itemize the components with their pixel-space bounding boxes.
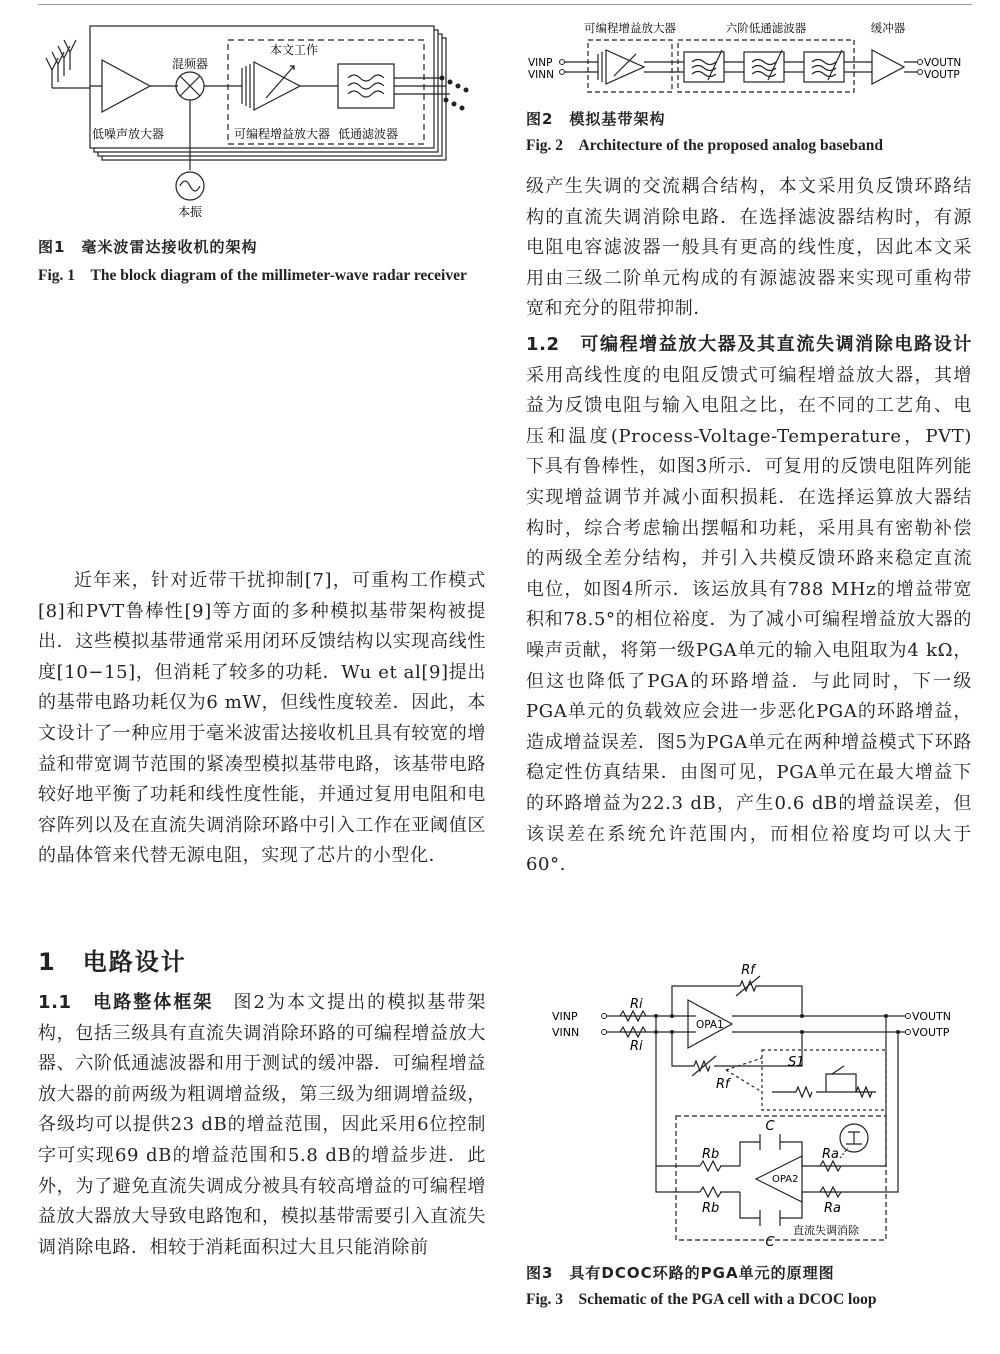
section-1-2-heading: 1.2 可编程增益放大器及其直流失调消除电路设计 bbox=[526, 334, 972, 355]
fig3-caption-en: Fig. 3 Schematic of the PGA cell with a DCOC loop bbox=[526, 1291, 877, 1308]
s1-switch-icon bbox=[832, 1066, 844, 1074]
section-1-1-paragraph bbox=[38, 988, 486, 1263]
fig1-pga-label: 可编程增益放大器 bbox=[233, 127, 331, 141]
fig3-rf-top-label: Rf bbox=[741, 963, 755, 978]
fig3-ri-bottom-label: Ri bbox=[630, 1039, 643, 1054]
fig1-this-work-label: 本文工作 bbox=[269, 43, 319, 57]
right-paragraph-1: 级产生失调的交流耦合结构，本文采用负反馈环路结构的直流失调消除电路．在选择滤波器结构时，有源电阻电容滤波器一般具有更高的线性度，因此本文采用由三级二阶单元构成的有源滤波器来实现可重构带宽和充分的阻带抑制． bbox=[526, 176, 972, 320]
fig1-caption-cn: 图1 毫米波雷达接收机的架构 bbox=[38, 238, 258, 256]
fig3-dcoc-label: 直流失调消除 bbox=[793, 1224, 859, 1237]
fig3-opa2-label: OPA2 bbox=[772, 1174, 799, 1185]
figure-3 bbox=[526, 962, 972, 1252]
fig3-rf-bottom-label: Rf bbox=[716, 1077, 730, 1092]
section-1-2-paragraph bbox=[526, 330, 972, 881]
figure-1 bbox=[38, 8, 486, 226]
fig3-rb-top-label: Rb bbox=[702, 1147, 720, 1162]
fig3-ra-top-label: Ra bbox=[822, 1147, 839, 1162]
fig2-vinp-label: VINP bbox=[528, 57, 553, 69]
fig2-lpf1-icon bbox=[684, 52, 724, 82]
fig2-voutp-label: VOUTP bbox=[924, 69, 960, 81]
fig2-lpf3-icon bbox=[804, 52, 844, 82]
fig3-vinn-label: VINN bbox=[552, 1026, 580, 1039]
c-bottom-capacitor-icon bbox=[760, 1210, 780, 1226]
fig2-buffer-label: 缓冲器 bbox=[870, 21, 906, 35]
intro-paragraph: 近年来，针对近带干扰抑制[7]，可重构工作模式[8]和PVT鲁棒性[9]等方面的多种模拟基带架构被提出．这些模拟基带通常采用闭环反馈结构以实现高线性度[10−15]，但消耗了较多的功耗．Wu et al[9]提出的基带电路功耗仅为6 mW，但线性度较差．因此，本文设计了一种应用于毫米波雷达接收机且具有较宽的增益和带宽调节范围的紧凑型模拟基带电路，该基带电路较好地平衡了功耗和线性度性能，并通过复用电阻和电容阵列以及在直流失调消除环路中引入工作在亚阈值区的晶体管来代替无源电阻，实现了芯片的小型化． bbox=[38, 570, 486, 867]
header-rule bbox=[38, 4, 972, 5]
fig2-voutn-label: VOUTN bbox=[924, 57, 962, 69]
fig3-ri-top-label: Ri bbox=[630, 997, 643, 1012]
section-1-title: 1 电路设计 bbox=[38, 948, 187, 976]
fig3-rb-bottom-label: Rb bbox=[702, 1201, 720, 1216]
fig2-pga-label: 可编程增益放大器 bbox=[584, 21, 676, 35]
fig2-caption-cn: 图2 模拟基带架构 bbox=[526, 110, 666, 128]
fig3-ra-bottom-label: Ra bbox=[824, 1201, 841, 1216]
section-1-1-text: 图2为本文提出的模拟基带架构，包括三级具有直流失调消除环路的可编程增益放大器、六阶低通滤波器和用于测试的缓冲器．可编程增益放大器的前两级为粗调增益级，第三级为细调增益级，各级均可以提供23 dB的增益范围，因此采用6位控制字可实现69 dB的增益范围和5.8 dB的增益步进．此外，为了避免直流失调成分被具有较高增益的可编程增益放大器放大导致电路饱和，模拟基带需要引入直流失调消除电路．相较于消耗面积过大且只能消除前 bbox=[38, 992, 486, 1258]
section-1-1-heading: 1.1 电路整体框架 bbox=[38, 992, 214, 1013]
fig2-diagram bbox=[526, 10, 972, 100]
fig2-vinn-label: VINN bbox=[528, 69, 554, 81]
rb-bottom-resistor-icon bbox=[700, 1187, 721, 1197]
fig3-c-bottom-label: C bbox=[765, 1235, 775, 1250]
fig3-diagram bbox=[526, 962, 972, 1252]
figure-2 bbox=[526, 10, 972, 100]
fig3-vinp-label: VINP bbox=[552, 1010, 578, 1023]
fig2-buffer-triangle-icon bbox=[872, 50, 904, 84]
fig1-caption-en: Fig. 1 The block diagram of the millimeter-wave radar receiver bbox=[38, 267, 467, 284]
fig2-lpf-label: 六阶低通滤波器 bbox=[725, 21, 807, 35]
c-top-capacitor-icon bbox=[760, 1134, 780, 1150]
antenna-icon bbox=[46, 40, 76, 88]
fig3-caption-cn: 图3 具有DCOC环路的PGA单元的原理图 bbox=[526, 1264, 835, 1282]
fig2-lpf2-icon bbox=[744, 52, 784, 82]
fig1-lpf-label: 低通滤波器 bbox=[337, 127, 399, 141]
fig2-pga-triangle-icon bbox=[606, 50, 644, 84]
fig3-voutn-label: VOUTN bbox=[912, 1010, 951, 1023]
fig1-diagram bbox=[38, 8, 486, 226]
rb-top-resistor-icon bbox=[700, 1161, 721, 1171]
fig3-c-top-label: C bbox=[765, 1119, 775, 1134]
fig3-voutp-label: VOUTP bbox=[912, 1026, 950, 1039]
fig3-s1-label: S1 bbox=[788, 1055, 805, 1070]
fig1-mixer-label: 混频器 bbox=[171, 57, 209, 71]
fig1-lna-label: 低噪声放大器 bbox=[91, 127, 165, 141]
fig3-opa1-label: OPA1 bbox=[696, 1019, 724, 1031]
fig2-caption-en: Fig. 2 Architecture of the proposed analog baseband bbox=[526, 137, 883, 154]
fig1-lo-label: 本振 bbox=[177, 205, 203, 219]
section-1-2-text: 采用高线性度的电阻反馈式可编程增益放大器，其增益为反馈电阻与输入电阻之比，在不同的工艺角、电压和温度(Process-Voltage-Temperature，PVT)下具有鲁棒性，如图3所示．可复用的反馈电阻阵列能实现增益调节并减小面积损耗．在选择运算放大器结构时，综合考虑输出摆幅和功耗，采用具有密勒补偿的两级全差分结构，并引入共模反馈环路来稳定直流电位，如图4所示．该运放具有788 MHz的增益带宽积和78.5°的相位裕度．为了减小可编程增益放大器的噪声贡献，将第一级PGA单元的输入电阻取为4 kΩ，但这也降低了PGA的环路增益．与此同时，下一级PGA单元的负载效应会进一步恶化PGA的环路增益，造成增益误差．图5为PGA单元在两种增益模式下环路稳定性仿真结果．由图可见，PGA单元在最大增益下的环路增益为22.3 dB，产生0.6 dB的增益误差，但该误差在系统允许范围内，而相位裕度均可以大于60°. bbox=[526, 364, 972, 876]
